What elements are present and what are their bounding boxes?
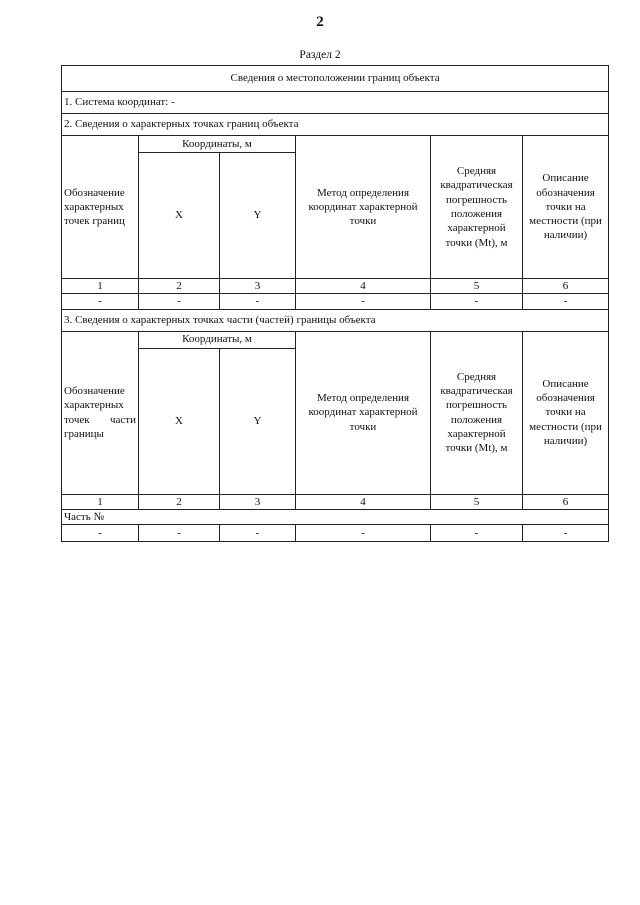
table-cell: - <box>139 294 220 309</box>
table-cell: - <box>296 294 431 309</box>
section-2-heading: 2. Сведения о характерных точках границ объекта <box>62 114 609 136</box>
page-number: 2 <box>316 14 324 30</box>
header-x: X <box>139 348 220 494</box>
header-part-point-designation: Обозначение характерных точек части границы <box>62 331 139 494</box>
column-number: 6 <box>523 494 609 509</box>
header-description: Описание обозначения точки на местности (при наличии) <box>523 136 609 279</box>
table-cell: - <box>431 294 523 309</box>
table-cell: - <box>523 294 609 309</box>
column-number: 3 <box>220 279 296 294</box>
header-point-designation: Обозначение характерных точек границ <box>62 136 139 279</box>
header-method: Метод определения координат характерной точки <box>296 136 431 279</box>
section-label: Раздел 2 <box>299 49 341 61</box>
column-number: 4 <box>296 494 431 509</box>
coord-system: 1. Система координат: - <box>62 92 609 114</box>
column-number: 5 <box>431 494 523 509</box>
column-number: 1 <box>62 494 139 509</box>
table-cell: - <box>139 525 220 542</box>
boundaries-table <box>61 65 609 542</box>
header-description: Описание обозначения точки на местности (при наличии) <box>523 331 609 494</box>
column-number: 1 <box>62 279 139 294</box>
header-x: X <box>139 153 220 279</box>
table-cell: - <box>62 525 139 542</box>
table-row <box>62 294 609 309</box>
table-cell: - <box>62 294 139 309</box>
column-number: 3 <box>220 494 296 509</box>
table-cell: - <box>220 294 296 309</box>
header-method: Метод определения координат характерной точки <box>296 331 431 494</box>
table-row <box>62 525 609 542</box>
column-number: 4 <box>296 279 431 294</box>
header-accuracy: Средняя квадратическая погрешность положения характерной точки (Mt), м <box>431 331 523 494</box>
header-accuracy: Средняя квадратическая погрешность положения характерной точки (Mt), м <box>431 136 523 279</box>
table-cell: - <box>431 525 523 542</box>
column-number: 2 <box>139 494 220 509</box>
table-cell: - <box>296 525 431 542</box>
header-y: Y <box>220 348 296 494</box>
section-3-heading: 3. Сведения о характерных точках части (частей) границы объекта <box>62 309 609 331</box>
table-cell: - <box>523 525 609 542</box>
column-number: 2 <box>139 279 220 294</box>
column-number: 5 <box>431 279 523 294</box>
table-title: Сведения о местоположении границ объекта <box>62 66 609 92</box>
header-coordinates: Координаты, м <box>139 331 296 348</box>
table-cell: - <box>220 525 296 542</box>
part-number-label: Часть № <box>62 509 609 524</box>
header-coordinates: Координаты, м <box>139 136 296 153</box>
header-y: Y <box>220 153 296 279</box>
column-number: 6 <box>523 279 609 294</box>
